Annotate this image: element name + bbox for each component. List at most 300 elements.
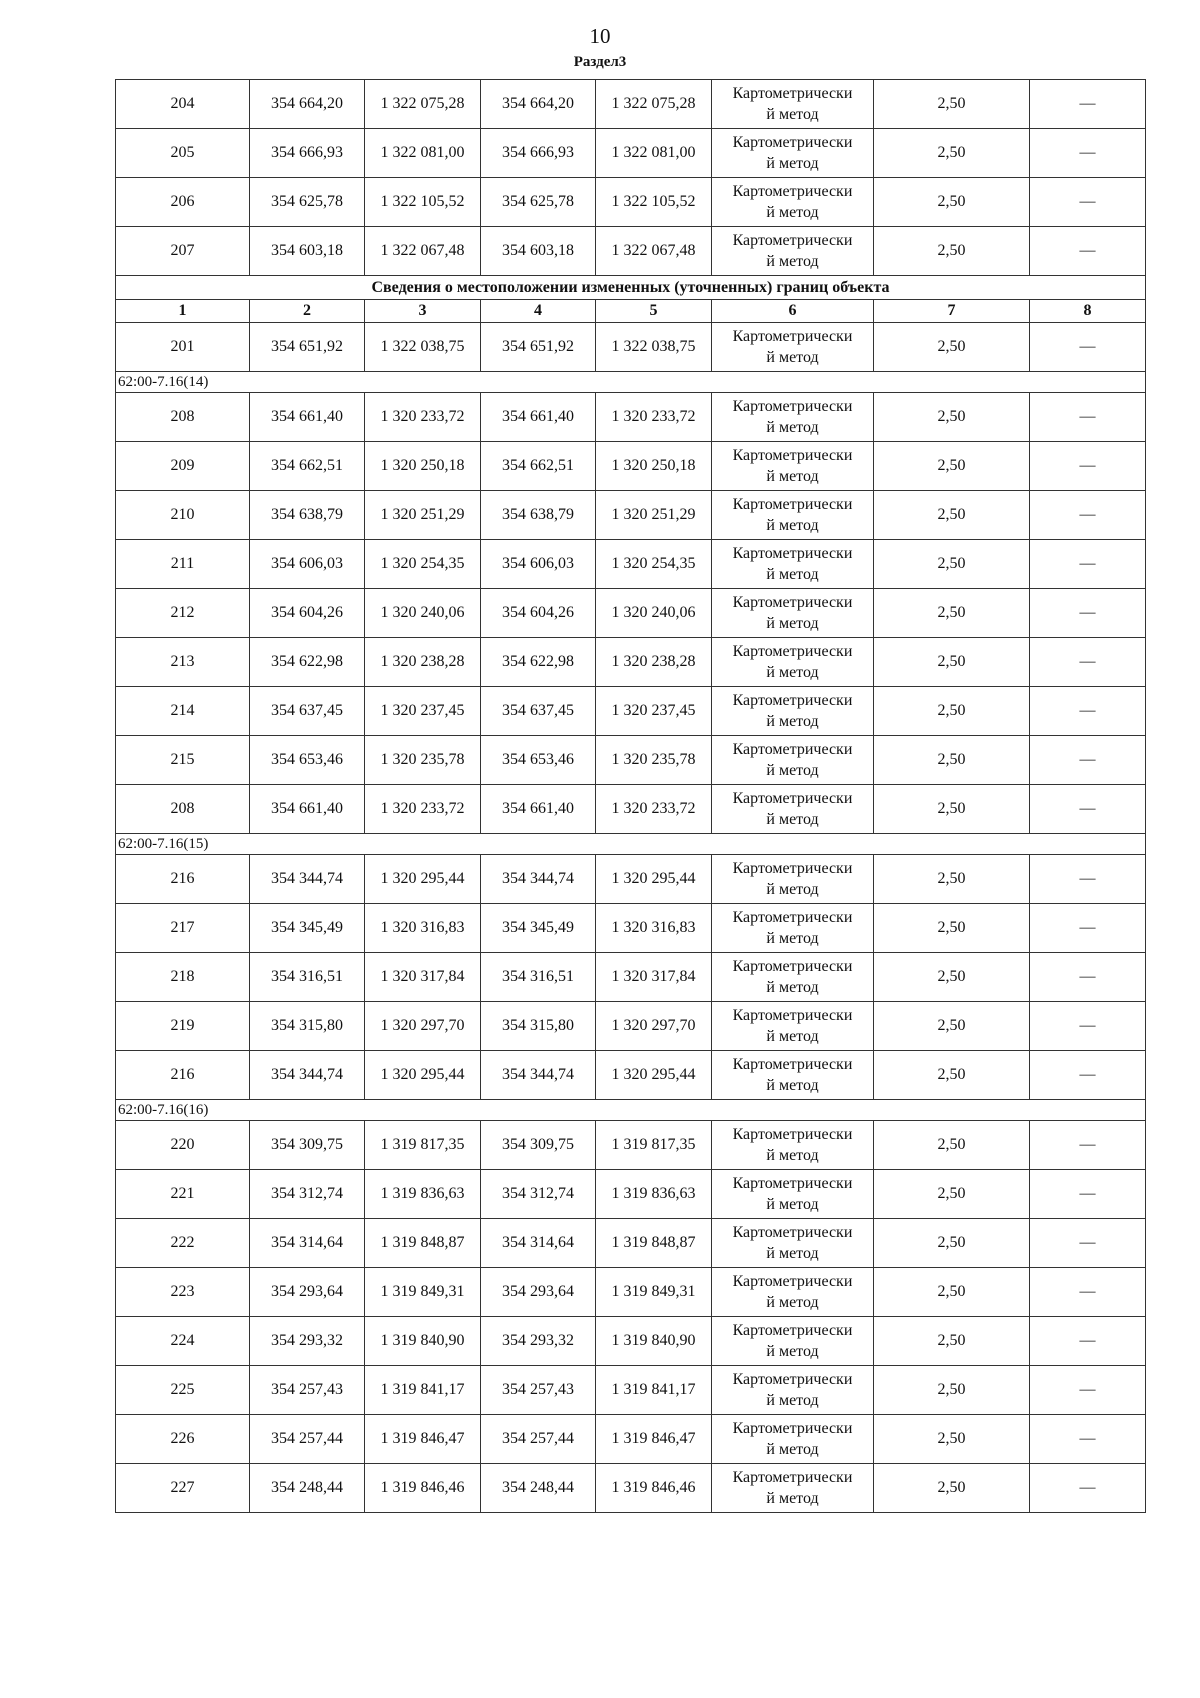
accuracy-cell: 2,50 — [874, 80, 1030, 129]
description-cell: — — [1030, 855, 1146, 904]
description-cell: — — [1030, 1051, 1146, 1100]
method-line-2: й метод — [766, 419, 819, 436]
new-y-cell: 1 320 235,78 — [596, 736, 712, 785]
existing-y-cell: 1 320 297,70 — [365, 1002, 481, 1051]
method-line-2: й метод — [766, 106, 819, 123]
group-label: 62:00-7.16(16) — [116, 1100, 1146, 1121]
existing-x-cell: 354 345,49 — [250, 904, 365, 953]
method-line-2: й метод — [766, 1294, 819, 1311]
method-cell — [712, 323, 874, 372]
existing-y-cell: 1 320 250,18 — [365, 442, 481, 491]
method-line-1: Картометрически — [732, 1056, 853, 1073]
column-number-cell: 5 — [596, 300, 712, 323]
method-line-2: й метод — [766, 204, 819, 221]
existing-y-cell: 1 322 075,28 — [365, 80, 481, 129]
accuracy-cell: 2,50 — [874, 491, 1030, 540]
new-y-cell: 1 319 841,17 — [596, 1366, 712, 1415]
new-y-cell: 1 320 233,72 — [596, 785, 712, 834]
method-cell — [712, 1170, 874, 1219]
banner-row — [116, 276, 1146, 300]
new-x-cell: 354 293,64 — [481, 1268, 596, 1317]
method-line-2: й метод — [766, 1196, 819, 1213]
new-x-cell: 354 315,80 — [481, 1002, 596, 1051]
method-line-1: Картометрически — [732, 183, 853, 200]
accuracy-cell: 2,50 — [874, 589, 1030, 638]
existing-x-cell: 354 344,74 — [250, 1051, 365, 1100]
method-line-1: Картометрически — [732, 692, 853, 709]
new-x-cell: 354 638,79 — [481, 491, 596, 540]
new-x-cell: 354 248,44 — [481, 1464, 596, 1513]
accuracy-cell: 2,50 — [874, 785, 1030, 834]
new-y-cell: 1 322 038,75 — [596, 323, 712, 372]
method-line-1: Картометрически — [732, 958, 853, 975]
section-title: Раздел3 — [573, 54, 627, 70]
new-x-cell: 354 314,64 — [481, 1219, 596, 1268]
table-row — [116, 1268, 1146, 1317]
method-line-1: Картометрически — [732, 85, 853, 102]
point-number-cell: 208 — [116, 393, 250, 442]
description-cell: — — [1030, 178, 1146, 227]
method-cell — [712, 1051, 874, 1100]
description-cell: — — [1030, 491, 1146, 540]
new-y-cell: 1 320 251,29 — [596, 491, 712, 540]
existing-x-cell: 354 248,44 — [250, 1464, 365, 1513]
description-cell: — — [1030, 540, 1146, 589]
method-line-1: Картометрически — [732, 398, 853, 415]
accuracy-cell: 2,50 — [874, 1051, 1030, 1100]
new-x-cell: 354 662,51 — [481, 442, 596, 491]
method-line-2: й метод — [766, 1392, 819, 1409]
existing-y-cell: 1 320 295,44 — [365, 1051, 481, 1100]
point-number-cell: 224 — [116, 1317, 250, 1366]
point-number-cell: 217 — [116, 904, 250, 953]
point-number-cell: 226 — [116, 1415, 250, 1464]
method-line-1: Картометрически — [732, 496, 853, 513]
method-line-2: й метод — [766, 566, 819, 583]
method-line-1: Картометрически — [732, 134, 853, 151]
new-x-cell: 354 293,32 — [481, 1317, 596, 1366]
existing-x-cell: 354 625,78 — [250, 178, 365, 227]
new-y-cell: 1 320 295,44 — [596, 1051, 712, 1100]
method-cell — [712, 687, 874, 736]
new-x-cell: 354 664,20 — [481, 80, 596, 129]
new-x-cell: 354 625,78 — [481, 178, 596, 227]
method-line-2: й метод — [766, 979, 819, 996]
point-number-cell: 222 — [116, 1219, 250, 1268]
existing-y-cell: 1 320 317,84 — [365, 953, 481, 1002]
method-line-2: й метод — [766, 517, 819, 534]
table-row — [116, 1366, 1146, 1415]
existing-y-cell: 1 319 836,63 — [365, 1170, 481, 1219]
new-x-cell: 354 603,18 — [481, 227, 596, 276]
new-y-cell: 1 319 846,47 — [596, 1415, 712, 1464]
point-number-cell: 207 — [116, 227, 250, 276]
description-cell: — — [1030, 736, 1146, 785]
table-row — [116, 129, 1146, 178]
method-line-1: Картометрически — [732, 1371, 853, 1388]
accuracy-cell: 2,50 — [874, 1366, 1030, 1415]
method-line-1: Картометрически — [732, 1469, 853, 1486]
existing-y-cell: 1 322 038,75 — [365, 323, 481, 372]
new-y-cell: 1 320 317,84 — [596, 953, 712, 1002]
existing-y-cell: 1 320 295,44 — [365, 855, 481, 904]
description-cell: — — [1030, 953, 1146, 1002]
accuracy-cell: 2,50 — [874, 1002, 1030, 1051]
point-number-cell: 212 — [116, 589, 250, 638]
accuracy-cell: 2,50 — [874, 1268, 1030, 1317]
method-cell — [712, 1464, 874, 1513]
existing-x-cell: 354 661,40 — [250, 785, 365, 834]
method-cell — [712, 589, 874, 638]
point-number-cell: 225 — [116, 1366, 250, 1415]
existing-y-cell: 1 319 846,47 — [365, 1415, 481, 1464]
existing-y-cell: 1 319 846,46 — [365, 1464, 481, 1513]
point-number-cell: 213 — [116, 638, 250, 687]
description-cell: — — [1030, 1002, 1146, 1051]
description-cell: — — [1030, 638, 1146, 687]
table-row — [116, 687, 1146, 736]
method-cell — [712, 178, 874, 227]
point-number-cell: 208 — [116, 785, 250, 834]
method-line-1: Картометрически — [732, 790, 853, 807]
existing-y-cell: 1 320 240,06 — [365, 589, 481, 638]
table-row — [116, 1317, 1146, 1366]
existing-y-cell: 1 319 840,90 — [365, 1317, 481, 1366]
method-line-2: й метод — [766, 713, 819, 730]
method-line-1: Картометрически — [732, 1224, 853, 1241]
method-line-1: Картометрически — [732, 643, 853, 660]
method-cell — [712, 1317, 874, 1366]
table-row — [116, 1051, 1146, 1100]
existing-x-cell: 354 257,43 — [250, 1366, 365, 1415]
existing-y-cell: 1 320 233,72 — [365, 785, 481, 834]
table-row — [116, 855, 1146, 904]
table-row — [116, 736, 1146, 785]
group-label: 62:00-7.16(14) — [116, 372, 1146, 393]
existing-x-cell: 354 661,40 — [250, 393, 365, 442]
new-x-cell: 354 606,03 — [481, 540, 596, 589]
method-cell — [712, 1268, 874, 1317]
method-line-1: Картометрически — [732, 594, 853, 611]
new-y-cell: 1 320 295,44 — [596, 855, 712, 904]
existing-x-cell: 354 651,92 — [250, 323, 365, 372]
accuracy-cell: 2,50 — [874, 953, 1030, 1002]
new-x-cell: 354 661,40 — [481, 393, 596, 442]
description-cell: — — [1030, 323, 1146, 372]
method-cell — [712, 540, 874, 589]
description-cell: — — [1030, 442, 1146, 491]
method-line-2: й метод — [766, 664, 819, 681]
existing-x-cell: 354 314,64 — [250, 1219, 365, 1268]
method-line-2: й метод — [766, 1490, 819, 1507]
method-line-1: Картометрически — [732, 232, 853, 249]
method-line-2: й метод — [766, 881, 819, 898]
accuracy-cell: 2,50 — [874, 1170, 1030, 1219]
existing-y-cell: 1 319 817,35 — [365, 1121, 481, 1170]
description-cell: — — [1030, 589, 1146, 638]
column-number-cell: 4 — [481, 300, 596, 323]
method-cell — [712, 1121, 874, 1170]
method-line-2: й метод — [766, 253, 819, 270]
method-cell — [712, 1219, 874, 1268]
coordinates-table — [115, 79, 1146, 1513]
point-number-cell: 216 — [116, 855, 250, 904]
new-x-cell: 354 309,75 — [481, 1121, 596, 1170]
point-number-cell: 204 — [116, 80, 250, 129]
new-y-cell: 1 320 238,28 — [596, 638, 712, 687]
description-cell: — — [1030, 1366, 1146, 1415]
accuracy-cell: 2,50 — [874, 1317, 1030, 1366]
description-cell: — — [1030, 129, 1146, 178]
accuracy-cell: 2,50 — [874, 855, 1030, 904]
method-line-2: й метод — [766, 1343, 819, 1360]
method-cell — [712, 904, 874, 953]
column-number-cell: 3 — [365, 300, 481, 323]
existing-x-cell: 354 316,51 — [250, 953, 365, 1002]
method-line-1: Картометрически — [732, 1273, 853, 1290]
existing-y-cell: 1 322 105,52 — [365, 178, 481, 227]
banner-title: Сведения о местоположении измененных (уточненных) границ объекта — [116, 276, 1146, 300]
table-row — [116, 1002, 1146, 1051]
new-x-cell: 354 653,46 — [481, 736, 596, 785]
method-line-1: Картометрически — [732, 1007, 853, 1024]
point-number-cell: 209 — [116, 442, 250, 491]
point-number-cell: 220 — [116, 1121, 250, 1170]
description-cell: — — [1030, 1121, 1146, 1170]
table-row — [116, 589, 1146, 638]
new-y-cell: 1 320 240,06 — [596, 589, 712, 638]
existing-y-cell: 1 320 238,28 — [365, 638, 481, 687]
method-line-2: й метод — [766, 811, 819, 828]
new-x-cell: 354 637,45 — [481, 687, 596, 736]
new-x-cell: 354 257,43 — [481, 1366, 596, 1415]
method-line-1: Картометрически — [732, 1322, 853, 1339]
page-number: 10 — [589, 24, 611, 48]
method-cell — [712, 855, 874, 904]
table-row — [116, 785, 1146, 834]
method-line-1: Картометрически — [732, 1175, 853, 1192]
new-y-cell: 1 322 105,52 — [596, 178, 712, 227]
new-y-cell: 1 319 840,90 — [596, 1317, 712, 1366]
existing-x-cell: 354 638,79 — [250, 491, 365, 540]
table-row — [116, 442, 1146, 491]
method-cell — [712, 953, 874, 1002]
point-number-cell: 215 — [116, 736, 250, 785]
existing-y-cell: 1 319 849,31 — [365, 1268, 481, 1317]
existing-y-cell: 1 320 251,29 — [365, 491, 481, 540]
method-cell — [712, 1415, 874, 1464]
new-y-cell: 1 319 848,87 — [596, 1219, 712, 1268]
new-y-cell: 1 322 081,00 — [596, 129, 712, 178]
method-line-2: й метод — [766, 762, 819, 779]
existing-y-cell: 1 320 233,72 — [365, 393, 481, 442]
column-number-row — [116, 300, 1146, 323]
method-line-2: й метод — [766, 1245, 819, 1262]
table-row — [116, 393, 1146, 442]
existing-y-cell: 1 322 067,48 — [365, 227, 481, 276]
accuracy-cell: 2,50 — [874, 638, 1030, 687]
new-x-cell: 354 316,51 — [481, 953, 596, 1002]
group-row — [116, 372, 1146, 393]
point-number-cell: 214 — [116, 687, 250, 736]
point-number-cell: 227 — [116, 1464, 250, 1513]
column-number-cell: 6 — [712, 300, 874, 323]
table-row — [116, 80, 1146, 129]
new-x-cell: 354 666,93 — [481, 129, 596, 178]
existing-x-cell: 354 293,64 — [250, 1268, 365, 1317]
table-row — [116, 227, 1146, 276]
existing-x-cell: 354 604,26 — [250, 589, 365, 638]
existing-x-cell: 354 603,18 — [250, 227, 365, 276]
accuracy-cell: 2,50 — [874, 442, 1030, 491]
coordinates-table-body — [116, 80, 1146, 1513]
description-cell: — — [1030, 393, 1146, 442]
existing-x-cell: 354 666,93 — [250, 129, 365, 178]
existing-y-cell: 1 319 848,87 — [365, 1219, 481, 1268]
existing-x-cell: 354 653,46 — [250, 736, 365, 785]
new-x-cell: 354 345,49 — [481, 904, 596, 953]
method-cell — [712, 1002, 874, 1051]
description-cell: — — [1030, 904, 1146, 953]
table-row — [116, 1219, 1146, 1268]
existing-y-cell: 1 320 237,45 — [365, 687, 481, 736]
description-cell: — — [1030, 785, 1146, 834]
accuracy-cell: 2,50 — [874, 129, 1030, 178]
new-y-cell: 1 320 237,45 — [596, 687, 712, 736]
new-x-cell: 354 661,40 — [481, 785, 596, 834]
accuracy-cell: 2,50 — [874, 227, 1030, 276]
existing-x-cell: 354 257,44 — [250, 1415, 365, 1464]
description-cell: — — [1030, 1464, 1146, 1513]
table-row — [116, 1121, 1146, 1170]
description-cell: — — [1030, 227, 1146, 276]
description-cell: — — [1030, 1317, 1146, 1366]
point-number-cell: 210 — [116, 491, 250, 540]
method-line-1: Картометрически — [732, 741, 853, 758]
method-cell — [712, 638, 874, 687]
new-x-cell: 354 344,74 — [481, 1051, 596, 1100]
new-x-cell: 354 651,92 — [481, 323, 596, 372]
table-row — [116, 1170, 1146, 1219]
new-y-cell: 1 320 297,70 — [596, 1002, 712, 1051]
method-cell — [712, 80, 874, 129]
method-line-2: й метод — [766, 615, 819, 632]
new-y-cell: 1 319 836,63 — [596, 1170, 712, 1219]
accuracy-cell: 2,50 — [874, 540, 1030, 589]
method-line-1: Картометрически — [732, 545, 853, 562]
method-line-1: Картометрически — [732, 860, 853, 877]
existing-y-cell: 1 320 316,83 — [365, 904, 481, 953]
method-line-2: й метод — [766, 155, 819, 172]
method-cell — [712, 227, 874, 276]
column-number-cell: 2 — [250, 300, 365, 323]
description-cell: — — [1030, 1268, 1146, 1317]
existing-x-cell: 354 622,98 — [250, 638, 365, 687]
existing-y-cell: 1 320 254,35 — [365, 540, 481, 589]
method-line-2: й метод — [766, 1147, 819, 1164]
accuracy-cell: 2,50 — [874, 1121, 1030, 1170]
existing-x-cell: 354 315,80 — [250, 1002, 365, 1051]
description-cell: — — [1030, 687, 1146, 736]
existing-x-cell: 354 662,51 — [250, 442, 365, 491]
accuracy-cell: 2,50 — [874, 1219, 1030, 1268]
column-number-cell: 1 — [116, 300, 250, 323]
accuracy-cell: 2,50 — [874, 736, 1030, 785]
accuracy-cell: 2,50 — [874, 687, 1030, 736]
accuracy-cell: 2,50 — [874, 1464, 1030, 1513]
existing-x-cell: 354 637,45 — [250, 687, 365, 736]
table-row — [116, 491, 1146, 540]
table-row — [116, 904, 1146, 953]
column-number-cell: 7 — [874, 300, 1030, 323]
accuracy-cell: 2,50 — [874, 1415, 1030, 1464]
method-line-2: й метод — [766, 1077, 819, 1094]
column-number-cell: 8 — [1030, 300, 1146, 323]
method-cell — [712, 1366, 874, 1415]
existing-y-cell: 1 322 081,00 — [365, 129, 481, 178]
point-number-cell: 201 — [116, 323, 250, 372]
point-number-cell: 223 — [116, 1268, 250, 1317]
method-line-2: й метод — [766, 930, 819, 947]
new-x-cell: 354 344,74 — [481, 855, 596, 904]
new-y-cell: 1 319 849,31 — [596, 1268, 712, 1317]
description-cell: — — [1030, 1170, 1146, 1219]
description-cell: — — [1030, 1219, 1146, 1268]
point-number-cell: 218 — [116, 953, 250, 1002]
new-y-cell: 1 319 846,46 — [596, 1464, 712, 1513]
new-x-cell: 354 257,44 — [481, 1415, 596, 1464]
method-line-2: й метод — [766, 1028, 819, 1045]
accuracy-cell: 2,50 — [874, 904, 1030, 953]
new-y-cell: 1 320 254,35 — [596, 540, 712, 589]
new-y-cell: 1 322 067,48 — [596, 227, 712, 276]
method-cell — [712, 393, 874, 442]
accuracy-cell: 2,50 — [874, 178, 1030, 227]
method-line-2: й метод — [766, 349, 819, 366]
method-line-1: Картометрически — [732, 328, 853, 345]
method-line-1: Картометрически — [732, 1420, 853, 1437]
table-row — [116, 1415, 1146, 1464]
existing-y-cell: 1 319 841,17 — [365, 1366, 481, 1415]
group-row — [116, 1100, 1146, 1121]
method-cell — [712, 491, 874, 540]
method-line-2: й метод — [766, 1441, 819, 1458]
accuracy-cell: 2,50 — [874, 323, 1030, 372]
group-label: 62:00-7.16(15) — [116, 834, 1146, 855]
table-row — [116, 953, 1146, 1002]
point-number-cell: 216 — [116, 1051, 250, 1100]
new-y-cell: 1 320 233,72 — [596, 393, 712, 442]
existing-x-cell: 354 309,75 — [250, 1121, 365, 1170]
method-cell — [712, 442, 874, 491]
description-cell: — — [1030, 1415, 1146, 1464]
new-y-cell: 1 320 250,18 — [596, 442, 712, 491]
description-cell: — — [1030, 80, 1146, 129]
point-number-cell: 211 — [116, 540, 250, 589]
method-line-1: Картометрически — [732, 909, 853, 926]
method-line-2: й метод — [766, 468, 819, 485]
method-cell — [712, 736, 874, 785]
method-cell — [712, 129, 874, 178]
method-cell — [712, 785, 874, 834]
table-row — [116, 638, 1146, 687]
new-y-cell: 1 319 817,35 — [596, 1121, 712, 1170]
method-line-1: Картометрически — [732, 447, 853, 464]
accuracy-cell: 2,50 — [874, 393, 1030, 442]
new-y-cell: 1 322 075,28 — [596, 80, 712, 129]
existing-x-cell: 354 293,32 — [250, 1317, 365, 1366]
table-row — [116, 540, 1146, 589]
